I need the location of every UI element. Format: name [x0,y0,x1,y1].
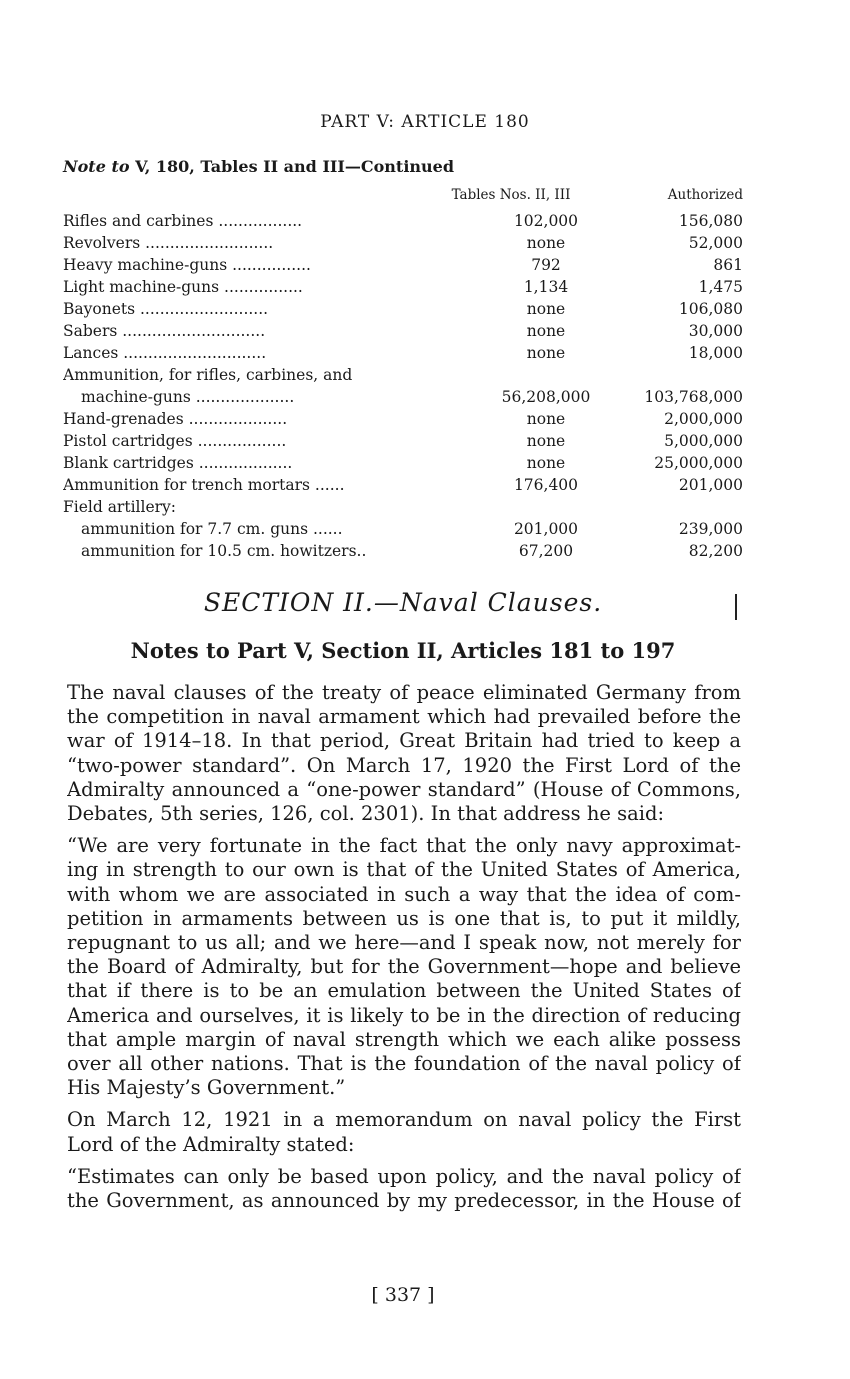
row-tables-value: 201,000 [513,520,579,538]
row-authorized-value: 25,000,000 [654,454,743,472]
row-authorized-value [611,364,743,386]
row-label: Pistol cartridges .................. [63,432,287,450]
table-row [63,364,743,386]
table-row [63,210,743,232]
row-tables-value: none [526,300,566,318]
row-authorized-value: 2,000,000 [664,410,743,428]
table-row [63,408,743,430]
text-line: over all other nations. That is the foundation of the naval policy of [67,1052,741,1076]
row-label: Blank cartridges ................... [63,454,293,472]
row-tables-value: none [526,234,566,252]
row-tables-value: none [526,344,566,362]
row-authorized-value: 239,000 [678,520,743,538]
text-line: with whom we are associated in such a way that the idea of com- [67,882,741,906]
row-authorized-value: 18,000 [688,344,743,362]
text-line: the Government, as announced by my predecessor, in the House of [67,1189,741,1213]
row-tables-value: 102,000 [513,212,579,230]
row-label: machine-guns .................... [81,388,295,406]
text-line: “two-power standard”. On March 17, 1920 the First Lord of the [67,753,741,777]
row-authorized-value: 861 [713,256,743,274]
row-tables-value [411,364,611,386]
text-line: war of 1914–18. In that period, Great Britain had tried to keep a [67,729,741,753]
row-authorized-value: 1,475 [698,278,743,296]
page-number: [ 337 ] [371,1284,435,1306]
table-row [63,276,743,298]
header-label [63,184,411,210]
note-title-rest: V, 180, Tables II and III—Continued [135,157,455,176]
row-label: Lances ............................. [63,344,267,362]
row-tables-value: none [526,410,566,428]
row-label: ammunition for 10.5 cm. howitzers.. [81,542,367,560]
row-tables-value [411,496,611,518]
text-line: petition in armaments between us is one that is, to put it mildly, [67,906,741,930]
text-line: the competition in naval armament which had prevailed before the [67,705,741,729]
paragraph [67,1165,741,1213]
header-authorized: Authorized [667,187,743,203]
table-row [63,540,743,562]
row-tables-value: none [526,454,566,472]
text-line: America and ourselves, it is likely to be in the direction of reducing [67,1003,741,1027]
section-heading: SECTION II.—Naval Clauses. [203,588,603,617]
row-authorized-value: 201,000 [678,476,743,494]
text-line: that if there is to be an emulation between the United States of [67,979,741,1003]
notes-heading: Notes to Part V, Section II, Articles 181 to 197 [130,638,676,663]
row-tables-value: 67,200 [518,542,574,560]
row-label: Sabers ............................. [63,322,266,340]
row-tables-value: 1,134 [523,278,569,296]
text-line: On March 12, 1921 in a memorandum on naval policy the First [67,1108,741,1132]
row-authorized-value: 106,080 [678,300,743,318]
table-row [63,320,743,342]
text-line: the Board of Admiralty, but for the Government—hope and believe [67,955,741,979]
row-label: Heavy machine-guns ................ [63,256,311,274]
text-line: that ample margin of naval strength which we each alike possess [67,1027,741,1051]
row-authorized-value: 156,080 [678,212,743,230]
row-label: Ammunition, for rifles, carbines, and [63,366,353,384]
text-line: repugnant to us all; and we here—and I speak now, not merely for [67,931,741,955]
table-row [63,518,743,540]
paragraph [67,1108,741,1156]
row-authorized-value: 103,768,000 [644,388,743,406]
body-text [67,681,741,1221]
note-title-italic: Note to [63,157,130,176]
weapons-table [63,184,743,562]
row-authorized-value: 82,200 [688,542,743,560]
margin-bar [735,594,737,620]
table-row [63,474,743,496]
table-row [63,254,743,276]
row-label: Light machine-guns ................ [63,278,303,296]
row-tables-value: none [526,322,566,340]
row-tables-value: 176,400 [513,476,579,494]
running-head: PART V: ARTICLE 180 [320,112,530,132]
paragraph [67,681,741,826]
table-row [63,430,743,452]
row-label: Rifles and carbines ................. [63,212,303,230]
row-tables-value: none [526,432,566,450]
table-row [63,298,743,320]
row-label: Field artillery: [63,498,177,516]
row-authorized-value: 30,000 [688,322,743,340]
text-line: Debates, 5th series, 126, col. 2301). In that address he said: [67,802,665,826]
row-label: Bayonets .......................... [63,300,269,318]
row-label: Ammunition for trench mortars ...... [63,476,345,494]
text-line: The naval clauses of the treaty of peace eliminated Germany from [67,681,741,704]
table-row [63,386,743,408]
row-tables-value: 792 [531,256,561,274]
row-authorized-value: 5,000,000 [664,432,743,450]
row-label: ammunition for 7.7 cm. guns ...... [81,520,343,538]
row-label: Hand-grenades .................... [63,410,288,428]
table-row [63,232,743,254]
note-title [63,157,454,176]
table-row [63,452,743,474]
text-line: Lord of the Admiralty stated: [67,1132,355,1156]
text-line: ing in strength to our own is that of the United States of America, [67,858,741,882]
row-authorized-value: 52,000 [688,234,743,252]
paragraph [67,834,741,1100]
text-line: “Estimates can only be based upon policy, and the naval policy of [67,1164,741,1188]
table-header-row [63,184,743,210]
row-tables-value: 56,208,000 [501,388,591,406]
table-row [63,342,743,364]
row-authorized-value [611,496,743,518]
text-line: “We are very fortunate in the fact that the only navy approximat- [67,834,741,858]
table-row [63,496,743,518]
text-line: Admiralty announced a “one-power standard” (House of Commons, [67,777,741,801]
header-tables: Tables Nos. II, III [451,187,571,203]
row-label: Revolvers .......................... [63,234,274,252]
text-line: His Majesty’s Government.” [67,1076,346,1100]
